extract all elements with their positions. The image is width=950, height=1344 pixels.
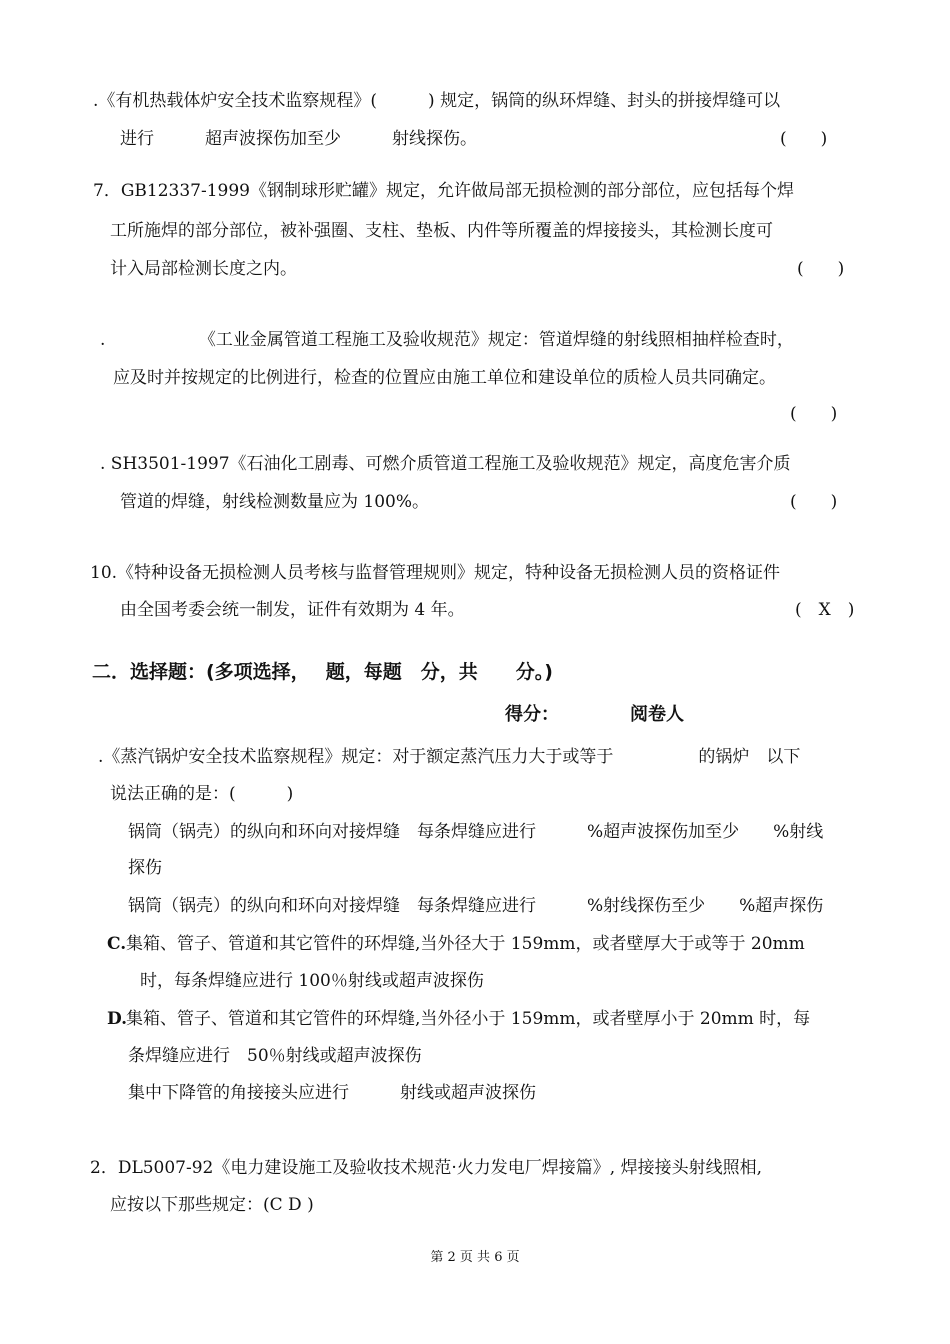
score-label: 得分： <box>505 704 559 725</box>
mq1-option-d-line2: 条焊缝应进行 50％射线或超声波探伤 <box>128 1046 422 1066</box>
mq1-option-c-line2: 时，每条焊缝应进行 100％射线或超声波探伤 <box>140 971 484 991</box>
q5-line1: .《有机热载体炉安全技术监察规程》( ) 规定，锅筒的纵环焊缝、封头的拼接焊缝可以 <box>93 91 781 111</box>
q9-answer-box: ( ) <box>790 492 838 512</box>
mq1-line1: .《蒸汽锅炉安全技术监察规程》规定：对于额定蒸汽压力大于或等于 的锅炉 以下 <box>98 747 801 767</box>
mq1-option-a-line2: 探伤 <box>128 858 162 878</box>
mq2-line1: 2．DL5007-92《电力建设施工及验收技术规范·火力发电厂焊接篇》, 焊接接头射线照相, <box>90 1158 762 1178</box>
q7-line3: 计入局部检测长度之内。 <box>110 259 297 279</box>
mq1-option-c-line1: 集箱、管子、管道和其它管件的环焊缝,当外径大于 159mm，或者壁厚大于或等于 20mm <box>126 934 805 954</box>
mq1-option-d-label: D. <box>107 1009 128 1029</box>
q8-answer-box: ( ) <box>790 404 838 424</box>
q5-line2: 进行 超声波探伤加至少 射线探伤。 <box>120 129 477 149</box>
q7-line1: 7．GB12337-1999《钢制球形贮罐》规定，允许做局部无损检测的部分部位，应包括每个焊 <box>93 181 794 201</box>
mq1-option-a-line1: 锅筒（锅壳）的纵向和环向对接焊缝 每条焊缝应进行 %超声波探伤加至少 %射线 <box>128 822 824 842</box>
section2-title: 二．选择题：(多项选择， 题，每题 分，共 分。) <box>92 661 553 683</box>
mq2-line2: 应按以下那些规定：(C D ) <box>110 1195 314 1215</box>
page-number: 第 2 页 共 6 页 <box>430 1250 520 1265</box>
q7-answer-box: ( ) <box>797 259 845 279</box>
mq1-option-e-line1: 集中下降管的角接接头应进行 射线或超声波探伤 <box>128 1083 536 1103</box>
mq1-option-b-line1: 锅筒（锅壳）的纵向和环向对接焊缝 每条焊缝应进行 %射线探伤至少 %超声探伤 <box>128 896 824 916</box>
q9-line2: 管道的焊缝，射线检测数量应为 100%。 <box>120 492 430 512</box>
mq1-line2: 说法正确的是：( ) <box>110 784 294 804</box>
q10-line1: 10.《特种设备无损检测人员考核与监督管理规则》规定，特种设备无损检测人员的资格证件 <box>90 563 781 583</box>
q8-line2: 应及时并按规定的比例进行，检查的位置应由施工单位和建设单位的质检人员共同确定。 <box>113 368 776 388</box>
q7-line2: 工所施焊的部分部位，被补强圈、支柱、垫板、内件等所覆盖的焊接接头，其检测长度可 <box>110 221 773 241</box>
q9-line1: . SH3501-1997《石油化工剧毒、可燃介质管道工程施工及验收规范》规定，高度危害介质 <box>100 454 791 474</box>
q5-answer-box: ( ) <box>780 129 828 149</box>
q10-line2: 由全国考委会统一制发，证件有效期为 4 年。 <box>120 600 465 620</box>
grader-label: 阅卷人 <box>630 704 684 725</box>
q10-answer-box: ( X ) <box>795 600 855 620</box>
mq1-option-d-line1: 集箱、管子、管道和其它管件的环焊缝,当外径小于 159mm，或者壁厚小于 20mm 时，每 <box>126 1009 811 1029</box>
mq1-option-c-label: C. <box>107 934 127 954</box>
q8-line1: . 《工业金属管道工程施工及验收规范》规定：管道焊缝的射线照相抽样检查时， <box>100 330 794 350</box>
